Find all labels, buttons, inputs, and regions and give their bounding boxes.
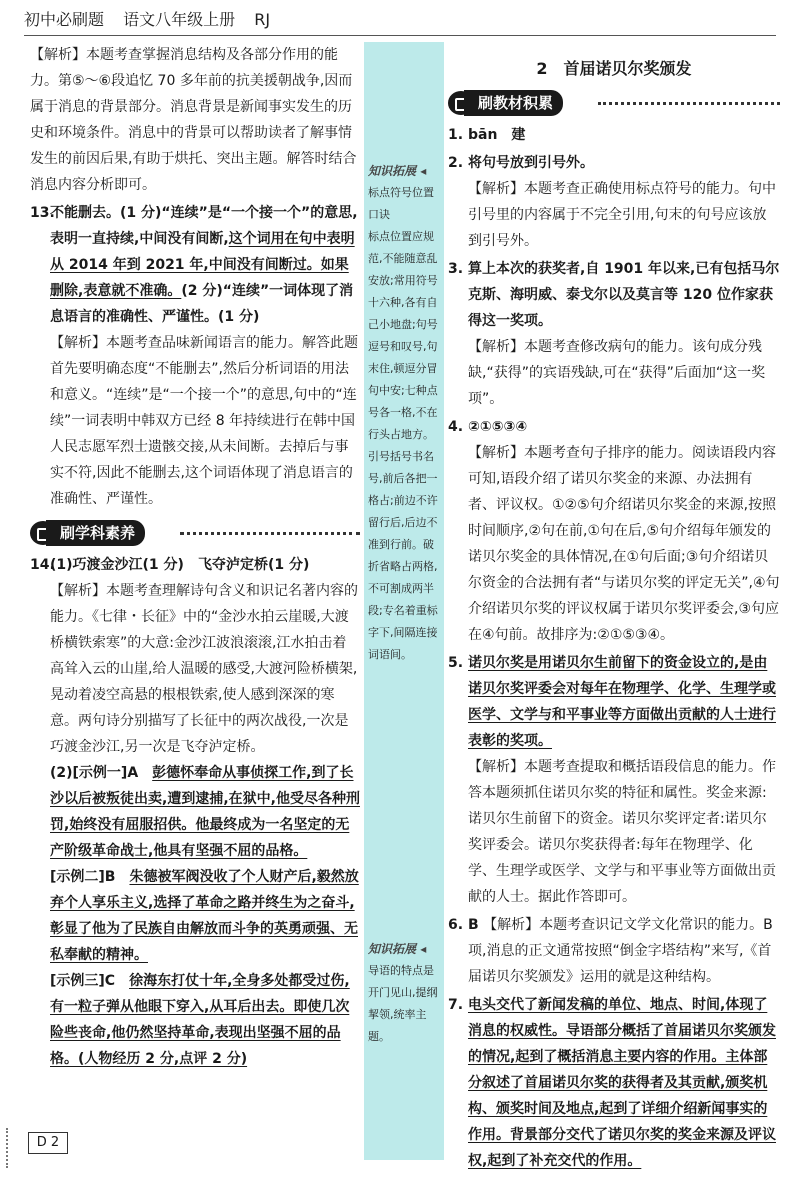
- knowledge-text: 导语的特点是开门见山,提纲挈领,统率主题。: [368, 964, 438, 1043]
- section-banner-textbook: [448, 90, 780, 116]
- page-edge-dots: [6, 1128, 24, 1168]
- question-number: 2.: [448, 155, 464, 171]
- page-number: D 2: [28, 1132, 68, 1154]
- question-14: [30, 552, 360, 1072]
- banner-label: 刷教材积累: [464, 90, 563, 116]
- question-2: [448, 150, 780, 254]
- question-13: [30, 200, 360, 512]
- q13-analysis: 【解析】本题考查品味新闻语言的能力。解答此题首先要明确态度“不能删去”,然后分析词语的用法和意义。“连续”是“一个接一个”的意思,句中的“连续”一词表明中韩双方已经 8 年持续进行在韩中国人民志愿军烈士遗骸交接,从未间断。去掉后与事实不符,因此不能删去,这个词语体现了消息语言的准确性、严谨性。: [50, 335, 358, 507]
- question-number: 3.: [448, 261, 464, 277]
- q1-answer: bān 建: [468, 127, 526, 143]
- q13-answer-part1: 不能删去。(1 分)“连续”是“一个接一个”的意思,表明一直持续,中间没有间断,: [50, 205, 358, 247]
- q14-example3: 徐海东打仗十年,全身多处都受过伤,有一粒子弹从他眼下穿入,从耳后出去。即使几次险些丧命,他仍然坚持革命,表现出坚强不屈的品格。(人物经历 2 分,点评 2 分): [50, 973, 350, 1067]
- question-number: 13.: [30, 205, 55, 221]
- question-7: [448, 992, 780, 1174]
- banner-divider: [598, 102, 780, 105]
- q14-example3-label: [示例三]C: [50, 973, 130, 989]
- series-name: 初中必刷题: [24, 10, 105, 29]
- knowledge-subtitle: 标点符号位置口诀: [368, 186, 434, 221]
- q5-analysis: 【解析】本题考查提取和概括语段信息的能力。作答本题须抓住诺贝尔奖的特征和属性。奖金来源:诺贝尔生前留下的资金。诺贝尔奖评定者:诺贝尔奖评委会。诺贝尔奖获得者:每年在物理学、化学、生理学或医学、文学与和平事业等方面做出贡献的人士。据此作答即可。: [468, 759, 776, 905]
- q13-answer-part2: 这个词用在句中表明从 2014 年到 2021 年,中间没有间断过。如果删除,表意就不准确。: [50, 231, 355, 299]
- q14-example2: 朱德被军阀没收了个人财产后,毅然放弃个人享乐主义,选择了革命之路并终生为之奋斗,彰显了他为了民族自由解放而斗争的英勇顽强、无私奉献的精神。: [50, 869, 359, 963]
- banner-label: 刷学科素养: [46, 520, 145, 546]
- q14-example1: 彭德怀奉命从事侦探工作,到了长沙以后被叛徒出卖,遭到逮捕,在狱中,他受尽各种刑罚,始终没有屈服招供。他最终成为一名坚定的无产阶级革命战士,他具有坚强不屈的品格。: [50, 765, 360, 859]
- q4-answer: ②①⑤③④: [468, 419, 528, 435]
- knowledge-title: 知识拓展 ◂: [368, 942, 427, 956]
- question-number: 6.: [448, 917, 464, 933]
- subject-name: 语文八年级上册: [123, 10, 236, 29]
- question-4: [448, 414, 780, 648]
- banner-divider: [180, 532, 360, 535]
- left-column: [30, 42, 360, 1074]
- question-number: 7.: [448, 997, 464, 1013]
- knowledge-box-1: [368, 160, 440, 666]
- question-number: 1.: [448, 127, 464, 143]
- q13-answer-part4: (1 分): [218, 309, 260, 325]
- question-3: [448, 256, 780, 412]
- q14-example2-label: [示例二]B: [50, 869, 130, 885]
- q13-answer-part3: (2 分)“连续”一词体现了消息语言的准确性、严谨性。: [50, 283, 354, 325]
- analysis-12: 【解析】本题考查掌握消息结构及各部分作用的能力。第⑤～⑥段追忆 70 多年前的抗美援朝战争,因而属于消息的背景部分。消息背景是新闻事实发生的历史和环境条件。消息中的背景可以帮助读者了解事情发生的前因后果,有助于烘托、突出主题。解答时结合消息内容分析即可。: [30, 47, 357, 193]
- knowledge-box-2: [368, 938, 440, 1048]
- knowledge-sidebar: [364, 42, 444, 1160]
- edition-tag: RJ: [254, 10, 271, 29]
- q14-example1-label: (2)[示例一]A: [50, 765, 153, 781]
- chapter-title: 2 首届诺贝尔奖颁发: [536, 59, 692, 78]
- q3-analysis: 【解析】本题考查修改病句的能力。该句成分残缺,“获得”的宾语残缺,可在“获得”后面加“这一奖项”。: [468, 339, 766, 407]
- knowledge-text: 标点位置应规范,不能随意乱安放;常用符号十六种,各有自己小地盘;句号逗号和叹号,句末住,顿逗分冒句中安;七种点号各一格,不在行头占地方。引号括号书名号,前后各把一格占;前边不许留行后,后边不准到行前。破折省略占两格,不可割成两半段;专名着重标字下,间隔连接词语间。: [368, 230, 438, 661]
- q14-part1: (1)巧渡金沙江(1 分) 飞夺泸定桥(1 分): [50, 557, 310, 573]
- question-6: [448, 912, 780, 990]
- question-5: [448, 650, 780, 910]
- q2-answer: 将句号放到引号外。: [468, 155, 594, 171]
- q5-answer: 诺贝尔奖是用诺贝尔生前留下的资金设立的,是由诺贝尔奖评委会对每年在物理学、化学、生理学或医学、文学与和平事业等方面做出贡献的人士进行表彰的奖项。: [468, 655, 776, 749]
- question-number: 14.: [30, 557, 55, 573]
- q2-analysis: 【解析】本题考查正确使用标点符号的能力。句中引号里的内容属于不完全引用,句末的句号应该放到引号外。: [468, 181, 776, 249]
- question-number: 5.: [448, 655, 464, 671]
- q3-answer: 算上本次的获奖者,自 1901 年以来,已有包括马尔克斯、海明威、泰戈尔以及莫言等 120 位作家获得这一奖项。: [468, 261, 780, 329]
- q6-answer: B: [468, 917, 479, 933]
- knowledge-title: 知识拓展 ◂: [368, 164, 427, 178]
- page-header: [24, 6, 776, 36]
- question-1: [448, 122, 780, 148]
- right-column: [448, 42, 780, 1176]
- section-banner-literacy: [30, 520, 360, 546]
- q7-answer: 电头交代了新闻发稿的单位、地点、时间,体现了消息的权威性。导语部分概括了首届诺贝尔奖颁发的情况,起到了概括消息主要内容的作用。主体部分叙述了首届诺贝尔奖的获得者及其贡献,颁奖机构、颁奖时间及地点,起到了详细介绍新闻事实的作用。背景部分交代了诺贝尔奖的奖金来源及评议权,起到了补充交代的作用。: [468, 997, 776, 1169]
- q4-analysis: 【解析】本题考查句子排序的能力。阅读语段内容可知,语段介绍了诺贝尔奖金的来源、办法拥有者、评议权。①②⑤句介绍诺贝尔奖金的来源,按照时间顺序,②句在前,①句在后,⑤句介绍每年颁发的诺贝尔奖金的具体情况,在①句后面;③句介绍诺贝尔资金的合法拥有者“与诺贝尔奖的评定无关”,④句介绍诺贝尔奖的评议权属于诺贝尔奖评委会,③句应在④句前。故排序为:②①⑤③④。: [468, 445, 780, 643]
- question-number: 4.: [448, 419, 464, 435]
- q6-analysis: 【解析】本题考查识记文学文化常识的能力。B 项,消息的正文通常按照“倒金字塔结构”来写,《首届诺贝尔奖颁发》运用的就是这种结构。: [468, 917, 773, 985]
- q14-analysis: 【解析】本题考查理解诗句含义和识记名著内容的能力。《七律・长征》中的“金沙水拍云崖暖,大渡桥横铁索寒”的大意:金沙江波浪滚滚,江水拍击着高耸入云的山崖,给人温暖的感受,大渡河险桥横架,晃动着凌空高悬的根根铁索,使人感到深深的寒意。两句诗分别描写了长征中的两次战役,一次是巧渡金沙江,另一次是飞夺泸定桥。: [50, 583, 358, 755]
